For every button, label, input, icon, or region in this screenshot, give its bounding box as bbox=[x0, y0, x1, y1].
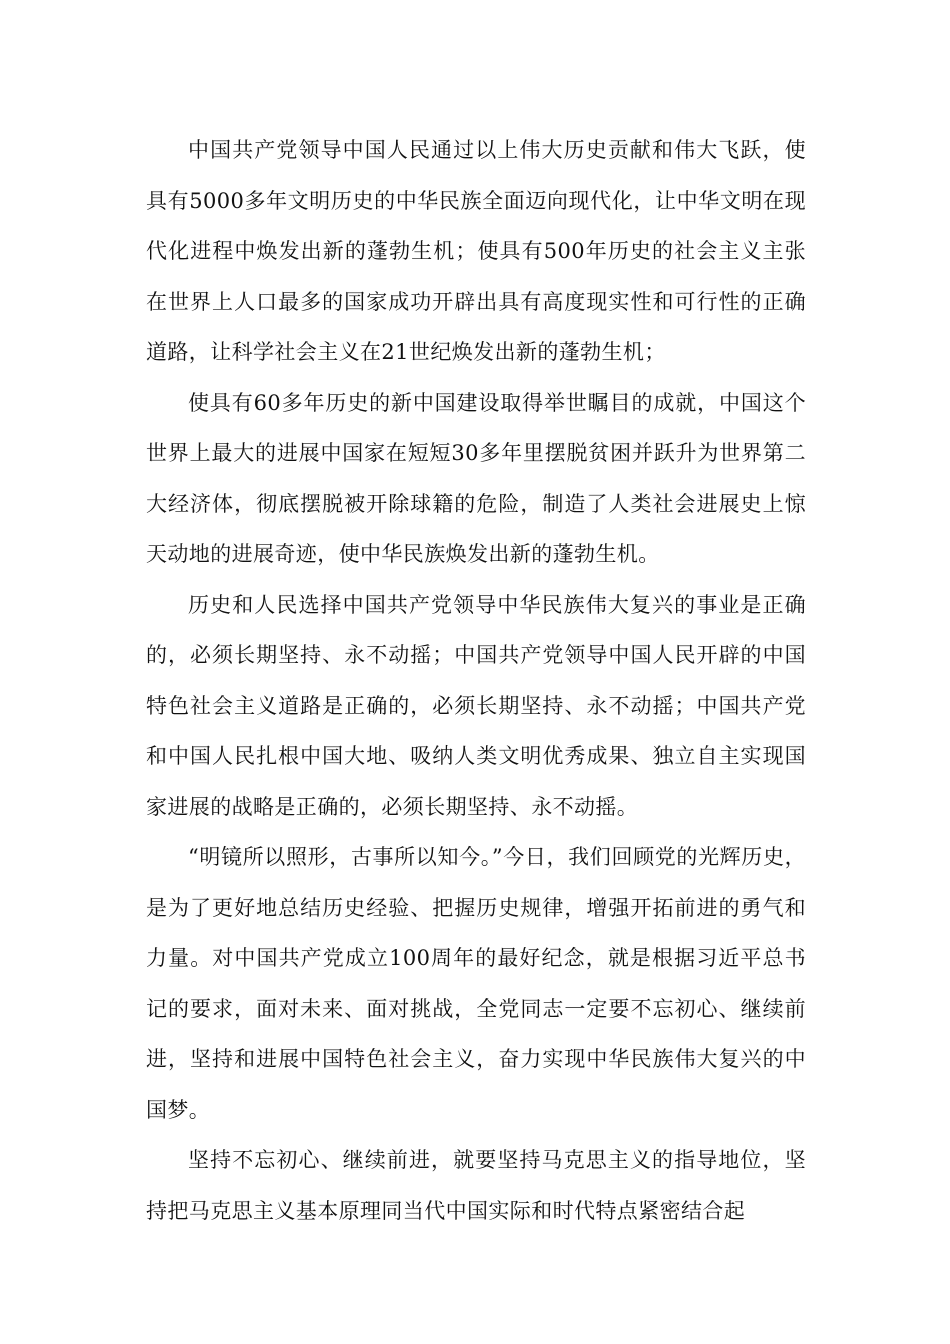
document-body bbox=[146, 125, 806, 1236]
paragraph-4: “明镜所以照形，古事所以知今。”今日，我们回顾党的光辉历史，是为了更好地总结历史经验、把握历史规律，增强开拓前进的勇气和力量。对中国共产党成立100周年的最好纪念，就是根据习近平总书记的要求，面对未来、面对挑战，全党同志一定要不忘初心、继续前进，坚持和进展中国特色社会主义，奋力实现中华民族伟大复兴的中国梦。 bbox=[146, 845, 806, 1122]
paragraph-2: 使具有60多年历史的新中国建设取得举世瞩目的成就，中国这个世界上最大的进展中国家在短短30多年里摆脱贫困并跃升为世界第二大经济体，彻底摆脱被开除球籍的危险，制造了人类社会进展史上惊天动地的进展奇迹，使中华民族焕发出新的蓬勃生机。 bbox=[146, 390, 806, 566]
paragraph-3: 历史和人民选择中国共产党领导中华民族伟大复兴的事业是正确的，必须长期坚持、永不动摇；中国共产党领导中国人民开辟的中国特色社会主义道路是正确的，必须长期坚持、永不动摇；中国共产党和中国人民扎根中国大地、吸纳人类文明优秀成果、独立自主实现国家进展的战略是正确的，必须长期坚持、永不动摇。 bbox=[146, 592, 806, 819]
paragraph-5: 坚持不忘初心、继续前进，就要坚持马克思主义的指导地位，坚持把马克思主义基本原理同当代中国实际和时代特点紧密结合起 bbox=[146, 1148, 806, 1223]
paragraph-1: 中国共产党领导中国人民通过以上伟大历史贡献和伟大飞跃，使具有5000多年文明历史的中华民族全面迈向现代化，让中华文明在现代化进程中焕发出新的蓬勃生机；使具有500年历史的社会主义主张在世界上人口最多的国家成功开辟出具有高度现实性和可行性的正确道路，让科学社会主义在21世纪焕发出新的蓬勃生机； bbox=[146, 138, 806, 364]
